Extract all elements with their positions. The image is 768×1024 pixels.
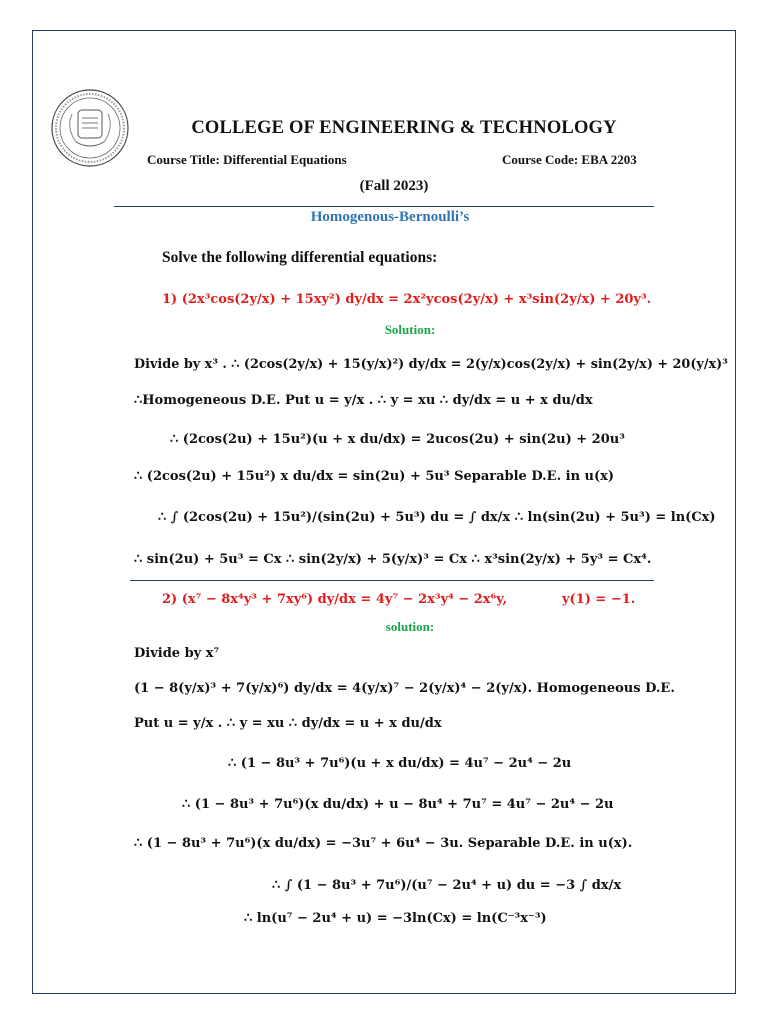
p2-step-5: ∴ (1 − 8u³ + 7u⁶)(x du/dx) + u − 8u⁴ + 7u⁷ = 4u⁷ − 2u⁴ − 2u <box>182 797 614 812</box>
problem-2-equation: 2) (x⁷ − 8x⁴y³ + 7xy⁶) dy/dx = 4y⁷ − 2x³y⁴ − 2x⁶y, <box>162 592 508 607</box>
instructions: Solve the following differential equations: <box>162 249 438 266</box>
p2-step-7: ∴ ∫ (1 − 8u³ + 7u⁶)/(u⁷ − 2u⁴ + u) du = −3 ∫ dx/x <box>272 878 622 893</box>
p2-step-2: (1 − 8(y/x)³ + 7(y/x)⁶) dy/dx = 4(y/x)⁷ − 2(y/x)⁴ − 2(y/x). Homogeneous D.E. <box>134 681 675 696</box>
semester: (Fall 2023) <box>359 178 429 194</box>
p1-step-1: Divide by x³ . ∴ (2cos(2y/x) + 15(y/x)²) dy/dx = 2(y/x)cos(2y/x) + sin(2y/x) + 20(y/x)³ <box>134 357 728 372</box>
p2-step-3: Put u = y/x . ∴ y = xu ∴ dy/dx = u + x du/dx <box>134 716 442 731</box>
p1-step-4: ∴ (2cos(2u) + 15u²) x du/dx = sin(2u) + 5u³ Separable D.E. in u(x) <box>134 469 615 484</box>
p1-step-6: ∴ sin(2u) + 5u³ = Cx ∴ sin(2y/x) + 5(y/x)³ = Cx ∴ x³sin(2y/x) + 5y³ = Cx⁴. <box>134 552 652 567</box>
course-title: Course Title: Differential Equations <box>147 152 347 167</box>
p2-step-6: ∴ (1 − 8u³ + 7u⁶)(x du/dx) = −3u⁷ + 6u⁴ − 3u. Separable D.E. in u(x). <box>134 836 633 851</box>
course-code: Course Code: EBA 2203 <box>502 152 637 167</box>
header-divider <box>114 206 654 207</box>
problem-1-solution-label: Solution: <box>384 322 436 337</box>
problem-2-condition: y(1) = −1. <box>562 592 636 607</box>
p2-step-8: ∴ ln(u⁷ − 2u⁴ + u) = −3ln(Cx) = ln(C⁻³x⁻³) <box>244 911 547 926</box>
p1-step-5: ∴ ∫ (2cos(2u) + 15u²)/(sin(2u) + 5u³) du = ∫ dx/x ∴ ln(sin(2u) + 5u³) = ln(Cx) <box>158 510 716 525</box>
p1-step-2: ∴Homogeneous D.E. Put u = y/x . ∴ y = xu ∴ dy/dx = u + x du/dx <box>134 393 593 408</box>
problem-1-equation: 1) (2x³cos(2y/x) + 15xy²) dy/dx = 2x²ycos(2y/x) + x³sin(2y/x) + 20y³. <box>162 292 652 307</box>
p1-step-3: ∴ (2cos(2u) + 15u²)(u + x du/dx) = 2ucos(2u) + sin(2u) + 20u³ <box>170 432 625 447</box>
college-name: COLLEGE OF ENGINEERING & TECHNOLOGY <box>191 118 617 138</box>
p2-step-1: Divide by x⁷ <box>134 646 220 661</box>
p2-step-4: ∴ (1 − 8u³ + 7u⁶)(u + x du/dx) = 4u⁷ − 2u⁴ − 2u <box>228 756 572 771</box>
problem-divider <box>130 580 654 581</box>
topic-title: Homogenous-Bernoulli’s <box>310 209 470 225</box>
problem-2-solution-label: solution: <box>385 619 435 634</box>
